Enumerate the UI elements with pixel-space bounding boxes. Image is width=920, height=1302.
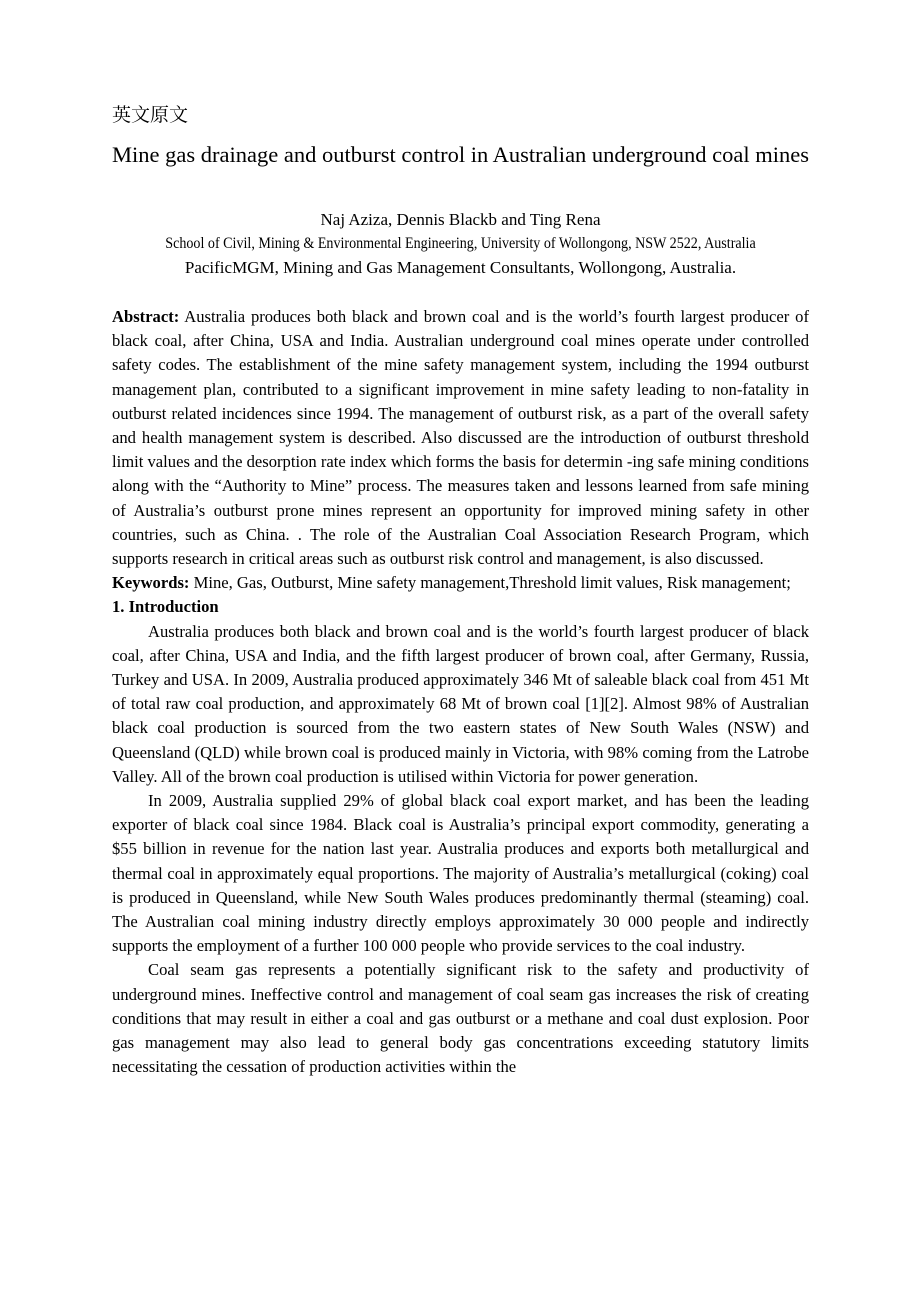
intro-paragraph: In 2009, Australia supplied 29% of global black coal export market, and has been the leading exporter of black coal since 1984. Black coal is Australia’s principal export commodity, generating a $55 billion in revenue for the nation last year. Australia produces and exports both metallurgical and thermal coal in approximately equal proportions. The majority of Australia’s metallurgical (coking) coal is produced in Queensland, while New South Wales produces predominantly thermal (steaming) coal. The Australian coal mining industry directly employs approximately 30 000 people and indirectly supports the employment of a further 100 000 people who provide services to the coal industry.: [112, 791, 809, 956]
document-body: [112, 305, 809, 1080]
section-heading-introduction: 1. Introduction: [112, 597, 219, 617]
abstract-paragraph: [112, 305, 809, 571]
abstract-text: Australia produces both black and brown coal and is the world’s fourth largest producer of black coal, after China, USA and India. Australian underground coal mines operate under controlled safety codes. The establishment of the mine safety management system, including the 1994 outburst management plan, contributed to a significant improvement in mine safety leading to non-fatality in outburst related incidences since 1994. The management of outburst risk, as a part of the overall safety and health management system is described. Also discussed are the introduction of outburst threshold limit values and the desorption rate index which forms the basis for determin -ing safe mining conditions along with the “Authority to Mine” process. The measures taken and lessons learned from safe mining of Australia’s outburst prone mines represent an opportunity for improved mining safety in other countries, such as China. . The role of the Australian Coal Association Research Program, which supports research in critical areas such as outburst risk control and management, is also discussed.: [112, 307, 809, 569]
affiliation-primary: School of Civil, Mining & Environmental Engineering, University of Wollongong, NSW 2522, Australia: [165, 235, 756, 252]
affiliation-secondary: PacificMGM, Mining and Gas Management Consultants, Wollongong, Australia.: [184, 258, 737, 277]
intro-paragraph: Australia produces both black and brown coal and is the world’s fourth largest producer of black coal, after China, USA and India, and the fifth largest producer of brown coal, after Germany, Russia, Turkey and USA. In 2009, Australia produced approximately 346 Mt of saleable black coal from 451 Mt of total raw coal production, and approximately 68 Mt of brown coal [1][2]. Almost 98% of Australian black coal production is sourced from the two eastern states of New South Wales (NSW) and Queensland (QLD) while brown coal is produced mainly in Victoria, with 98% coming from the Latrobe Valley. All of the brown coal production is utilised within Victoria for power generation.: [112, 621, 809, 786]
author-list: Naj Aziza, Dennis Blackb and Ting Rena: [320, 210, 601, 229]
keywords-text: Mine, Gas, Outburst, Mine safety management,Threshold limit values, Risk management;: [189, 573, 791, 593]
keywords-paragraph: [112, 571, 809, 595]
intro-paragraph: Coal seam gas represents a potentially significant risk to the safety and productivity of underground mines. Ineffective control and management of coal seam gas increases the risk of creating conditions that may result in either a coal and gas outburst or a methane and coal dust explosion. Poor gas management may also lead to general body gas concentrations exceeding statutory limits necessitating the cessation of production activities within the: [112, 960, 809, 1077]
paper-title: Mine gas drainage and outburst control in Australian underground coal mines: [112, 142, 809, 167]
keywords-label: Keywords:: [112, 573, 190, 593]
section-label: 英文原文: [112, 104, 189, 126]
abstract-label: Abstract:: [112, 307, 180, 326]
